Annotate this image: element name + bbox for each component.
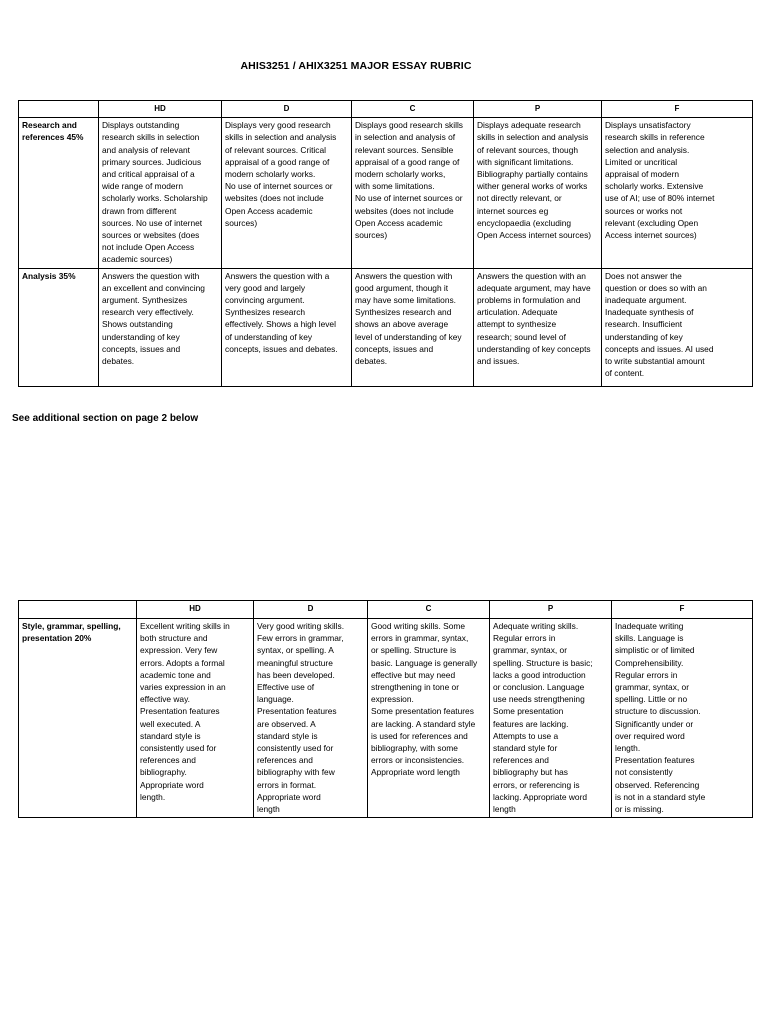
header-criterion-blank	[19, 101, 99, 118]
criterion-analysis: Analysis 35%	[19, 268, 99, 386]
table-header-row	[19, 101, 753, 118]
research-p-cell: Displays adequate research skills in selection and analysis of relevant sources, though with significant limitations. Bibliography partially contains wither general works of works not directly relevant, or internet sources eg encyclopaedia (excluding Open Access internet sources)	[474, 118, 602, 268]
research-hd-cell: Displays outstanding research skills in selection and analysis of relevant primary sources. Judicious and critical appraisal of a wide range of modern scholarly works. Scholarship drawn from different sources. No use of internet sources or websites (does not include Open Access academic sources)	[99, 118, 222, 268]
style-c-cell: Good writing skills. Some errors in grammar, syntax, or spelling. Structure is basic. Language is generally effective but may need strengthening in tone or expression. Some presentation features are lacking. A standard style is used for references and bibliography, with some errors or inconsistencies. Appropriate word length	[368, 619, 490, 818]
grade-header-p: P	[474, 101, 602, 118]
page-title: AHIS3251 / AHIX3251 MAJOR ESSAY RUBRIC	[240, 60, 472, 72]
table-header-row	[19, 601, 753, 619]
style-p-cell: Adequate writing skills. Regular errors in grammar, syntax, or spelling. Structure is basic; lacks a good introduction or conclusion. Language use needs strengthening Some presentation features are lacking. Attempts to use a standard style for references and bibliography but has errors, or referencing is lacking. Appropriate word length	[490, 619, 612, 818]
rubric-table-style	[18, 600, 753, 818]
analysis-p-cell: Answers the question with an adequate argument, may have problems in formulation and articulation. Adequate attempt to synthesize research; sound level of understanding of key concepts and issues.	[474, 268, 602, 386]
table-row-style	[19, 619, 753, 818]
analysis-d-cell: Answers the question with a very good and largely convincing argument. Synthesizes research effectively. Shows a high level of understanding of key concepts, issues and debates.	[222, 268, 352, 386]
research-c-cell: Displays good research skills in selection and analysis of relevant sources. Sensible appraisal of a good range of modern scholarly works, with some limitations. No use of internet sources or websites (does not include Open Access academic sources)	[352, 118, 474, 268]
analysis-hd-cell: Answers the question with an excellent and convincing argument. Synthesizes research very effectively. Shows outstanding understanding of key concepts, issues and debates.	[99, 268, 222, 386]
rubric-table-main	[18, 100, 753, 387]
grade-header-hd: HD	[137, 601, 254, 619]
header-criterion-blank	[19, 601, 137, 619]
style-d-cell: Very good writing skills. Few errors in grammar, syntax, or spelling. A meaningful structure has been developed. Effective use of language. Presentation features are observed. A standard style is consistently used for references and bibliography with few errors in format. Appropriate word length	[254, 619, 368, 818]
research-f-cell: Displays unsatisfactory research skills in reference selection and analysis. Limited or uncritical appraisal of modern scholarly works. Extensive use of AI; use of 80% internet sources or works not relevant (excluding Open Access internet sources)	[602, 118, 753, 268]
grade-header-hd: HD	[99, 101, 222, 118]
analysis-c-cell: Answers the question with good argument, though it may have some limitations. Synthesizes research and shows an above average level of understanding of key concepts, issues and debates.	[352, 268, 474, 386]
style-hd-cell: Excellent writing skills in both structure and expression. Very few errors. Adopts a formal academic tone and varies expression in an effective way. Presentation features well executed. A standard style is consistently used for references and bibliography. Appropriate word length.	[137, 619, 254, 818]
grade-header-d: D	[222, 101, 352, 118]
table-row-research	[19, 118, 753, 268]
additional-section-note: See additional section on page 2 below	[12, 413, 199, 424]
criterion-research-references: Research and references 45%	[19, 118, 99, 268]
table-row-analysis	[19, 268, 753, 386]
grade-header-c: C	[368, 601, 490, 619]
grade-header-d: D	[254, 601, 368, 619]
analysis-f-cell: Does not answer the question or does so with an inadequate argument. Inadequate synthesis of research. Insufficient understanding of key concepts and issues. AI used to write substantial amount of content.	[602, 268, 753, 386]
grade-header-p: P	[490, 601, 612, 619]
criterion-style-grammar: Style, grammar, spelling, presentation 20%	[19, 619, 137, 818]
research-d-cell: Displays very good research skills in selection and analysis of relevant sources. Critical appraisal of a good range of modern scholarly works. No use of internet sources or websites (does not include Open Access academic sources)	[222, 118, 352, 268]
style-f-cell: Inadequate writing skills. Language is simplistic or of limited Comprehensibility. Regular errors in grammar, syntax, or spelling. Little or no structure to discussion. Significantly under or over required word length. Presentation features not consistently observed. Referencing is not in a standard style or is missing.	[612, 619, 753, 818]
grade-header-f: F	[612, 601, 753, 619]
grade-header-c: C	[352, 101, 474, 118]
grade-header-f: F	[602, 101, 753, 118]
